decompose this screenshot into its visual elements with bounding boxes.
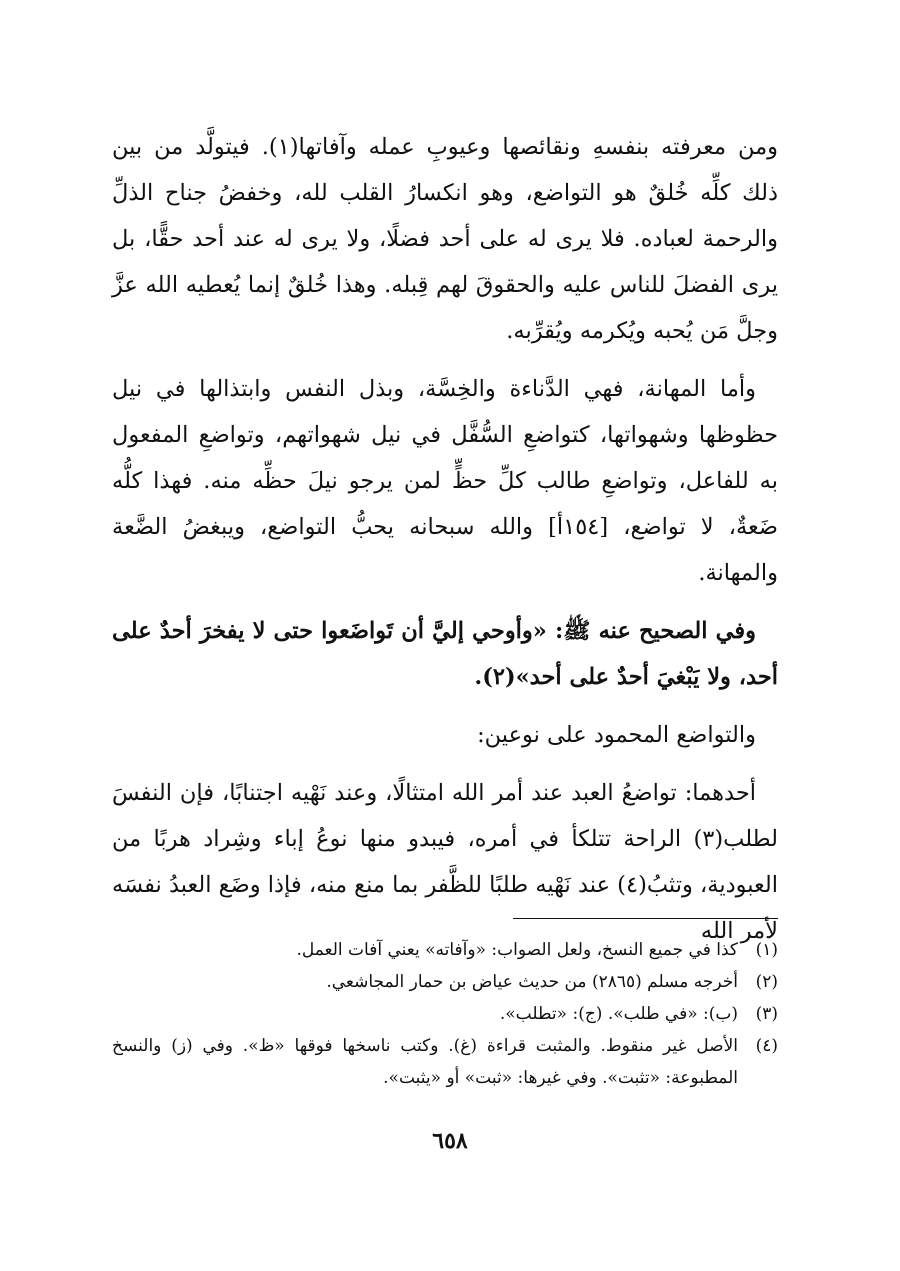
paragraph-hadith: وفي الصحيح عنه ﷺ: «وأوحي إليَّ أن تَواضَعوا حتى لا يفخرَ أحدٌ على أحد، ولا يَبْغيَ أحدٌ على أحد»(٢). — [112, 618, 778, 690]
footnote — [112, 934, 778, 966]
footnote-text: كذا في جميع النسخ، ولعل الصواب: «وآفاته» يعني آفات العمل. — [296, 940, 738, 960]
footnote-number: (١) — [755, 940, 778, 960]
footnote-text: الأصل غير منقوط. والمثبت قراءة (غ). وكتب ناسخها فوقها «ظ». وفي (ز) والنسخ المطبوعة: «تثبت». وفي غيرها: «ثبت» أو «يثبت». — [112, 1036, 738, 1088]
page-number: ٦٥٨ — [432, 1128, 468, 1154]
footnote-text: (ب): «في طلب». (ج): «تطلب». — [499, 1004, 738, 1024]
footnotes — [112, 934, 778, 1094]
footnote — [112, 1030, 778, 1094]
footnote — [112, 966, 778, 998]
footnote-number: (٤) — [755, 1036, 778, 1056]
paragraph-two-types: والتواضع المحمود على نوعين: — [477, 722, 756, 748]
paragraph-humiliation: وأما المهانة، فهي الدَّناءة والخِسَّة، وبذل النفس وابتذالها في نيل حظوظها وشهواتها، كتواضعِ السُّفَّل في نيل شهواتهم، وتواضعِ المفعول به للفاعل، وتواضعِ طالب كلِّ حظٍّ لمن يرجو نيلَ حظِّه منه. فهذا كلُّه ضَعةٌ، لا تواضع، [١٥٤أ] والله سبحانه يحبُّ التواضع، ويبغضُ الضَّعة والمهانة. — [112, 376, 778, 586]
footnote-divider — [513, 918, 778, 919]
paragraph-humility-definition: ومن معرفته بنفسهِ ونقائصها وعيوبِ عمله وآفاتها(١). فيتولَّد من بين ذلك كلِّه خُلقٌ هو التواضع، وهو انكسارُ القلب لله، وخفضُ جناح الذلِّ والرحمة لعباده. فلا يرى له على أحد فضلًا، ولا يرى له عند أحد حقًّا، بل يرى الفضلَ للناس عليه والحقوقَ لهم قِبله. وهذا خُلقٌ إنما يُعطيه الله عزَّ وجلَّ مَن يُحبه ويُكرمه ويُقرِّبه. — [112, 134, 778, 344]
footnote-text: أخرجه مسلم (٢٨٦٥) من حديث عياض بن حمار المجاشعي. — [326, 972, 738, 992]
footnote — [112, 998, 778, 1030]
footnote-number: (٣) — [755, 1004, 778, 1024]
footnote-number: (٢) — [755, 972, 778, 992]
main-text — [112, 124, 778, 966]
paragraph-first-type: أحدهما: تواضعُ العبد عند أمر الله امتثالًا، وعند نَهْيه اجتنابًا، فإن النفسَ لطلب(٣) الراحة تتلكأ في أمره، فيبدو منها نوعُ إباء وشِراد هربًا من العبودية، وتثبُ(٤) عند نَهْيه طلبًا للظَّفر بما منع منه، فإذا وضَع العبدُ نفسَه لأمر الله — [112, 780, 778, 944]
